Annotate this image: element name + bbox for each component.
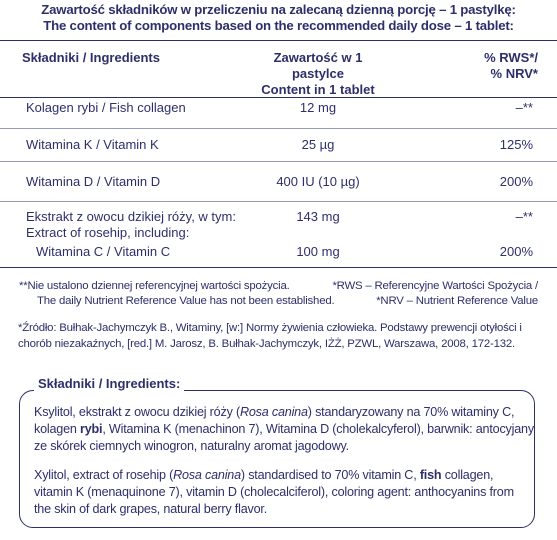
ingredient-amount: 12 mg xyxy=(299,100,337,115)
ingredient-amount: 400 IU (10 µg) xyxy=(276,174,360,189)
footnote-rws-definition xyxy=(332,279,538,308)
column-content-pl: Zawartość w 1 pastylce xyxy=(273,50,363,81)
footnote-right-en: *NRV – Nutrient Reference Value xyxy=(376,294,538,307)
ingredients-en-text: Xylitol, extract of rosehip ( xyxy=(34,468,174,482)
column-rws-en: % NRV* xyxy=(490,66,538,81)
footnote-left-pl: **Nie ustalono dziennej referencyjnej wartości spożycia. xyxy=(19,280,290,292)
ingredients-pl xyxy=(34,404,534,455)
column-content xyxy=(248,50,388,98)
ingredient-name: Witamina D / Vitamin D xyxy=(26,174,161,189)
ingredients-pl-text: , Witamina K (menachinon 7), Witamina D (cholekalcyferol), barwnik: antocyjany ze skórek ciemnych winogron, naturalny aromat jagodowy. xyxy=(34,422,534,453)
footnote-left-en: The daily Nutrient Reference Value has not been established. xyxy=(37,294,335,307)
ingredient-rws: –** xyxy=(515,100,533,115)
ingredient-name: Ekstrakt z owocu dzikiej róży, w tym: xyxy=(26,209,236,224)
column-content-en: Content in 1 tablet xyxy=(261,82,375,97)
ingredient-amount: 25 µg xyxy=(301,137,335,152)
ingredient-name-en: Extract of rosehip, including: xyxy=(26,225,190,240)
source-citation: *Źródło: Bułhak-Jachymczyk B., Witaminy, [w:] Normy żywienia człowieka. Podstawy prewencji otyłości i chorób niezakaźnych, [red.] M. Jarosz, B. Bułhak-Jachymczyk, IŻŻ, PZWL, Warszawa, 2008, 172-132. xyxy=(18,322,522,350)
table-row xyxy=(0,201,557,268)
table-row xyxy=(0,161,557,202)
allergen-bold: rybi xyxy=(80,422,103,436)
ingredient-rws: 125% xyxy=(499,137,533,152)
column-rws-pl: % RWS*/ xyxy=(484,50,538,65)
footnote-nrv-not-established xyxy=(19,279,334,308)
ingredient-amount: 143 mg xyxy=(296,209,340,224)
sub-ingredient-name: Witamina C / Vitamin C xyxy=(36,244,171,259)
ingredients-pl-text: ) standaryzowany na 70% witaminy C, kolagen xyxy=(34,405,515,436)
header-line-en: The content of components based on the recommended daily dose – 1 tablet: xyxy=(43,18,514,33)
latin-name: Rosa canina xyxy=(173,468,241,482)
table-header xyxy=(0,40,557,98)
ingredient-rws: –** xyxy=(515,209,533,224)
sub-ingredient-rws: 200% xyxy=(499,244,533,259)
allergen-bold: fish xyxy=(419,468,442,482)
ingredient-rws: 200% xyxy=(499,174,533,189)
ingredients-en xyxy=(34,467,534,518)
ingredients-pl-text: Ksylitol, ekstrakt z owocu dzikiej róży ( xyxy=(34,405,240,419)
column-ingredients: Składniki / Ingredients xyxy=(22,50,160,65)
header-line-pl: Zawartość składników w przeliczeniu na zalecaną dzienną porcję – 1 pastylkę: xyxy=(41,2,516,17)
ingredient-name: Witamina K / Vitamin K xyxy=(26,137,159,152)
ingredient-name: Kolagen rybi / Fish collagen xyxy=(26,100,186,115)
column-rws xyxy=(484,50,538,82)
ingredients-box-title: Składniki / Ingredients: xyxy=(34,376,184,391)
ingredients-en-text: collagen, vitamin K (menaquinone 7), vitamin D (cholecalciferol), coloring agent: anthocyanins from the skin of dark grapes, natural berry flavor. xyxy=(34,468,514,516)
latin-name: Rosa canina xyxy=(239,405,308,419)
table-row xyxy=(0,96,557,129)
footnote-right-pl: *RWS – Referencyjne Wartości Spożycia / xyxy=(332,280,538,292)
sub-ingredient-amount: 100 mg xyxy=(296,244,340,259)
table-row xyxy=(0,128,557,162)
ingredients-en-text: ) standardised to 70% vitamin C, xyxy=(240,468,420,482)
